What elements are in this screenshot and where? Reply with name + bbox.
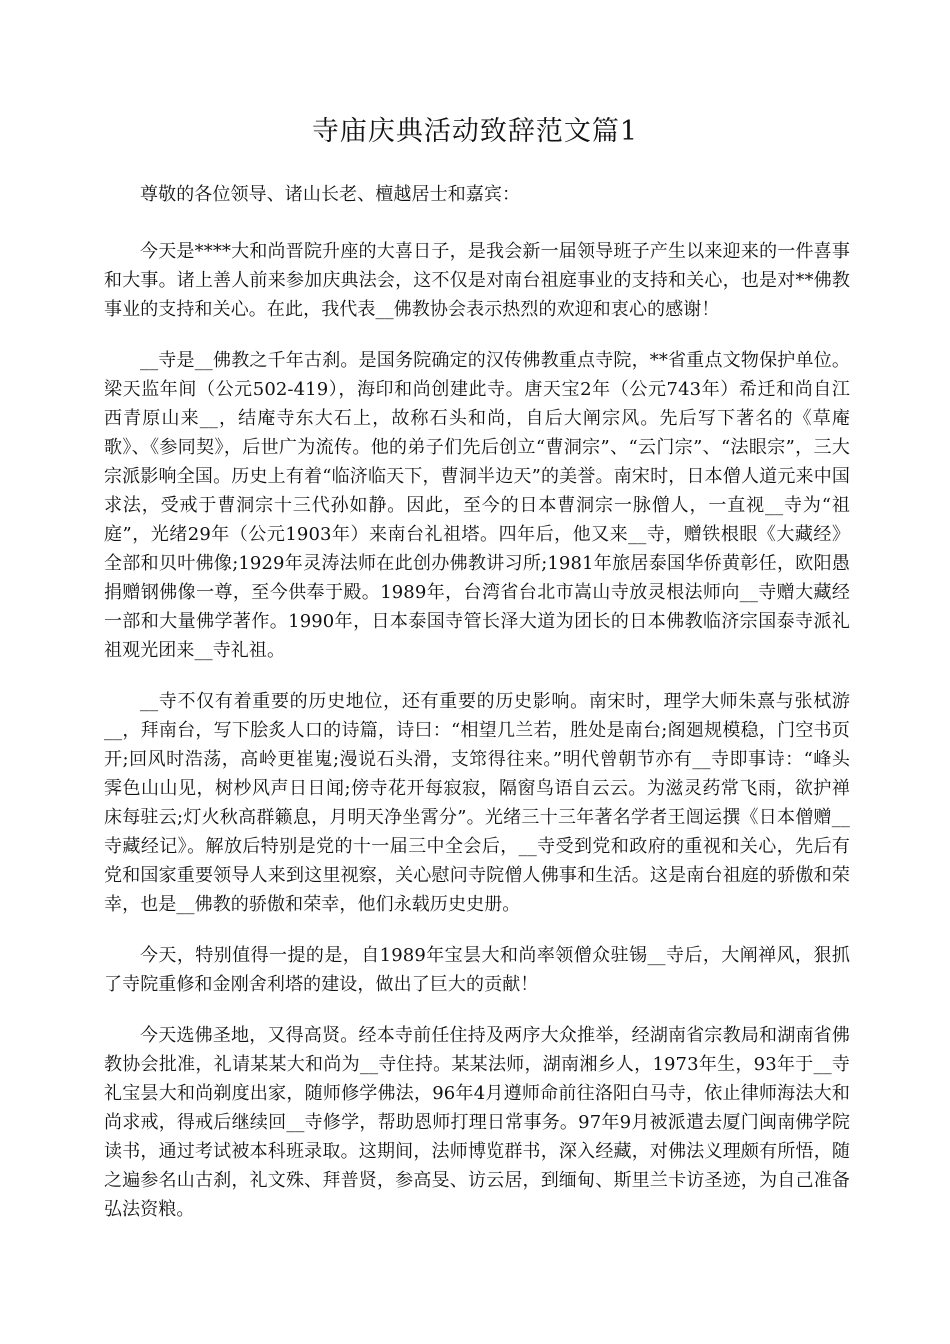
opening-paragraph: 今天是****大和尚晋院升座的大喜日子，是我会新一届领导班子产生以来迎来的一件喜事和大事。诸上善人前来参加庆典法会，这不仅是对南台祖庭事业的支持和关心，也是对**佛教事业的支持和关心。在此，我代表__佛教协会表示热烈的欢迎和衷心的感谢！ [104,241,850,320]
abbot-introduction-paragraph: 今天选佛圣地，又得高贤。经本寺前任住持及两序大众推举，经湖南省宗教局和湖南省佛教协会批准，礼请某某大和尚为__寺住持。某某法师，湖南湘乡人，1973年生，93年于__寺礼宝昙大和尚剃度出家，随师修学佛法，96年4月遵师命前往洛阳白马寺，依止律师海法大和尚求戒，得戒后继续回__寺修学，帮助恩师打理日常事务。97年9月被派遣去厦门闽南佛学院读书，通过考试被本科班录取。这期间，法师博览群书，深入经藏，对佛法义理颇有所悟，随之遍参名山古刹，礼文殊、拜普贤，参高旻、访云居，到缅甸、斯里兰卡访圣迹，为自己准备弘法资粮。 [104,1025,850,1220]
contribution-paragraph: 今天，特别值得一提的是，自1989年宝昙大和尚率领僧众驻锡__寺后，大阐禅风，狠抓了寺院重修和金刚舍利塔的建设，做出了巨大的贡献！ [104,945,850,995]
temple-influence-paragraph: __寺不仅有着重要的历史地位，还有重要的历史影响。南宋时，理学大师朱熹与张栻游__，拜南台，写下脍炙人口的诗篇，诗曰：“相望几兰若，胜处是南台;阁廻规模稳，门空书页开;回风时浩荡，高岭更崔嵬;漫说石头滑，支筇得往来。”明代曾朝节亦有__寺即事诗：“峰头霁色山山见，树杪风声日日闻;傍寺花开每寂寂，隔窗鸟语自云云。为滋灵药常飞雨，欲护禅床每驻云;灯火秋高群籁息，月明天净坐霄分”。光绪三十三年著名学者王闿运撰《日本僧赠__寺藏经记》。解放后特别是党的十一届三中全会后，__寺受到党和政府的重视和关心，先后有党和国家重要领导人来到这里视察，关心慰问寺院僧人佛事和生活。这是南台祖庭的骄傲和荣幸，也是__佛教的骄傲和荣幸，他们永载历史史册。 [104,691,850,915]
document-title: 寺庙庆典活动致辞范文篇1 [311,116,639,147]
salutation-paragraph: 尊敬的各位领导、诸山长老、檀越居士和嘉宾： [140,184,521,205]
temple-history-paragraph: __寺是__佛教之千年古刹。是国务院确定的汉传佛教重点寺院，**省重点文物保护单位。梁天监年间（公元502-419），海印和尚创建此寺。唐天宝2年（公元743年）希迁和尚自江西青原山来__，结庵寺东大石上，故称石头和尚，自后大阐宗风。先后写下著名的《草庵歌》、《参同契》，后世广为流传。他的弟子们先后创立“曹洞宗”、“云门宗”、“法眼宗”，三大宗派影响全国。历史上有着“临济临天下，曹洞半边天”的美誉。南宋时，日本僧人道元来中国求法，受戒于曹洞宗十三代孙如静。因此，至今的日本曹洞宗一脉僧人，一直视__寺为“祖庭”，光绪29年（公元1903年）来南台礼祖塔。四年后，他又来__寺，赠铁根眼《大藏经》全部和贝叶佛像;1929年灵涛法师在此创办佛教讲习所;1981年旅居泰国华侨黄彰任，欧阳愚捐赠钢佛像一尊，至今供奉于殿。1989年，台湾省台北市嵩山寺放灵根法师向__寺赠大藏经一部和大量佛学著作。1990年，日本泰国寺管长泽大道为团长的日本佛教临济宗国泰寺派礼祖观光团来__寺礼祖。 [104,350,850,661]
document-body [104,180,850,1246]
